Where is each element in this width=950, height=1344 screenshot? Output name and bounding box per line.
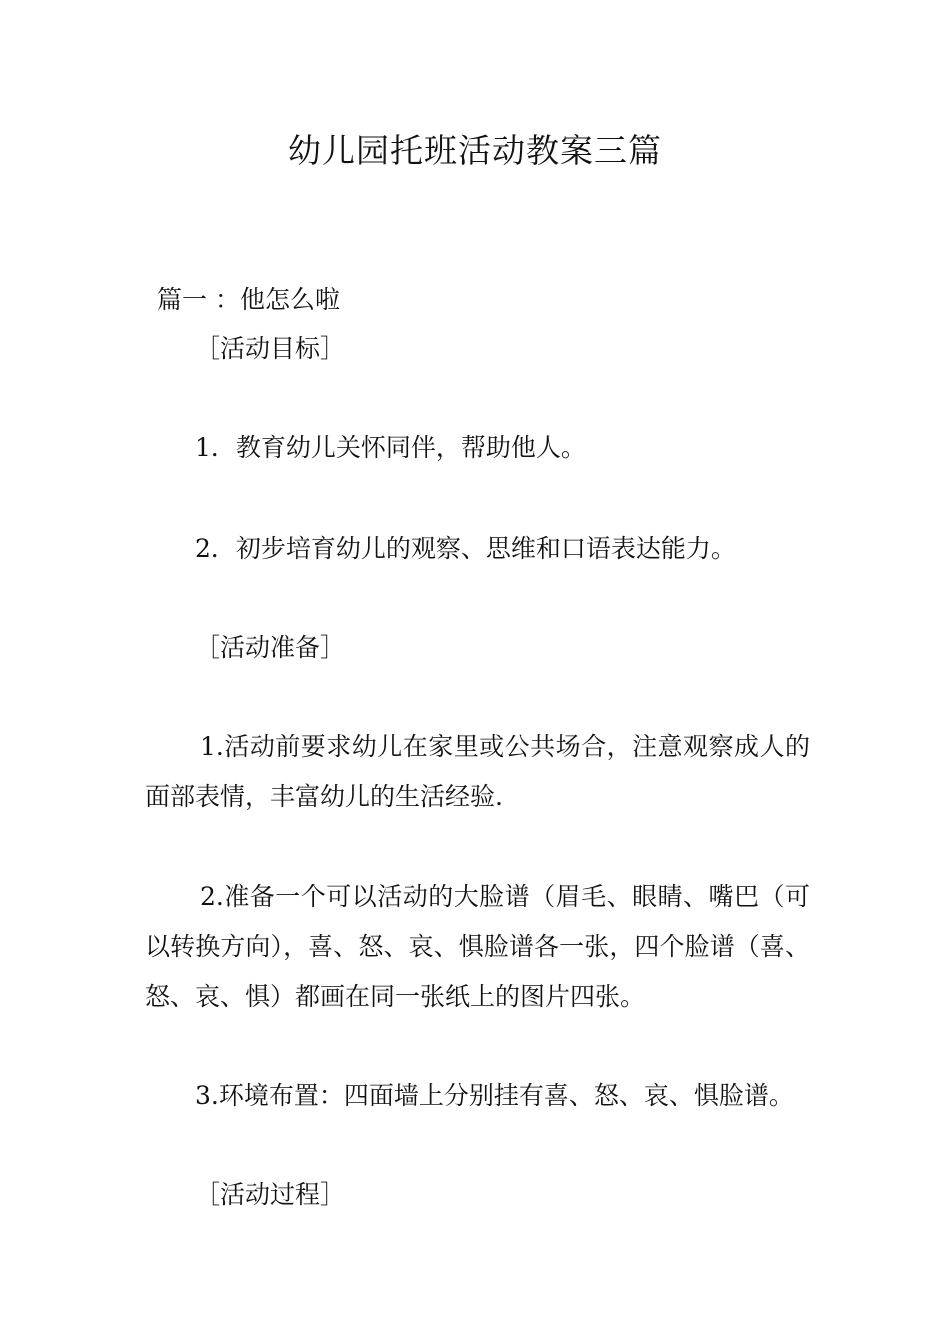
prep-item-2: 2.准备一个可以活动的大脸谱（眉毛、眼睛、嘴巴（可以转换方向），喜、怒、哀、惧脸谱各一张，四个脸谱（喜、怒、哀、惧）都画在同一张纸上的图片四张。 bbox=[145, 882, 810, 1011]
prep-label: ［活动准备］ bbox=[195, 633, 346, 662]
document-title: 幼儿园托班活动教案三篇 bbox=[288, 131, 662, 170]
prep-item-3: 3.环境布置：四面墙上分别挂有喜、怒、哀、惧脸谱。 bbox=[195, 1081, 794, 1110]
process-label: ［活动过程］ bbox=[195, 1180, 346, 1209]
section-heading: 篇一 ：他怎么啦 bbox=[157, 285, 340, 314]
goals-label: ［活动目标］ bbox=[195, 334, 346, 363]
goal-item-1: 1．教育幼儿关怀同伴，帮助他人。 bbox=[195, 433, 586, 462]
prep-item-1: 1.活动前要求幼儿在家里或公共场合，注意观察成人的面部表情，丰富幼儿的生活经验. bbox=[145, 732, 810, 811]
goal-item-2: 2．初步培育幼儿的观察、思维和口语表达能力。 bbox=[195, 534, 736, 563]
